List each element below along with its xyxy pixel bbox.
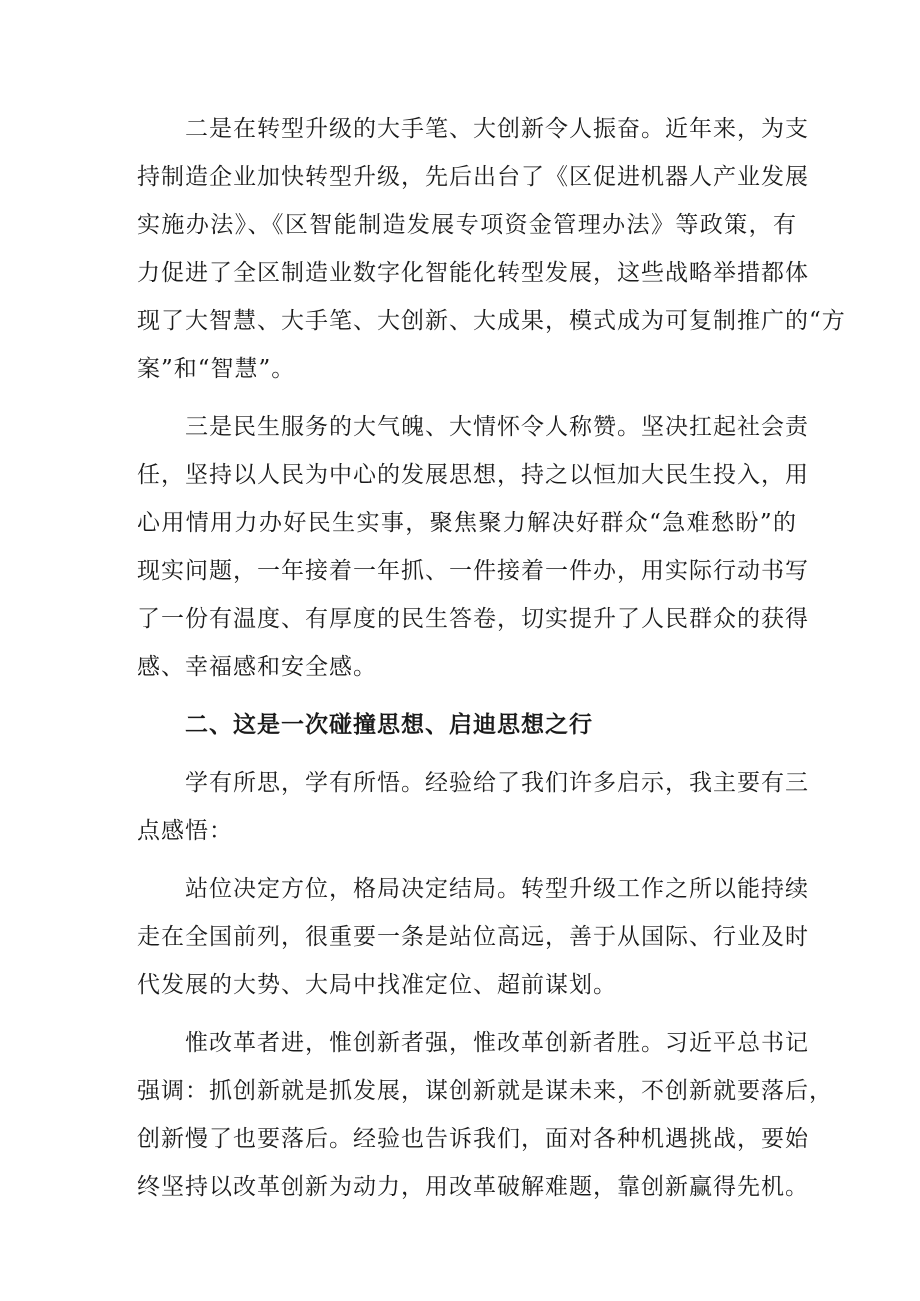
paragraph-gap — [137, 855, 797, 865]
paragraph-line: 惟改革者进，惟创新者强，惟改革创新者胜。习近平总书记 — [185, 1030, 809, 1056]
paragraph — [137, 403, 809, 691]
paragraph-line: 终坚持以改革创新为动力，用改革破解难题，靠创新赢得先机。 — [137, 1174, 809, 1200]
paragraph-line: 创新慢了也要落后。经验也告诉我们，面对各种机遇挑战，要始 — [137, 1126, 809, 1152]
paragraph-line: 走在全国前列，很重要一条是站位高远，善于从国际、行业及时 — [137, 924, 809, 950]
document-body — [137, 105, 846, 1211]
paragraph-gap — [137, 393, 797, 403]
paragraph-line: 二是在转型升级的大手笔、大创新令人振奋。近年来，为支 — [185, 116, 809, 142]
paragraph-line: 三是民生服务的大气魄、大情怀令人称赞。坚决扛起社会责 — [185, 414, 809, 440]
paragraph-gap — [137, 1009, 797, 1019]
paragraph — [137, 105, 846, 393]
paragraph-line: 现实问题，一年接着一年抓、一件接着一件办，用实际行动书写 — [137, 558, 809, 584]
paragraph-line: 强调：抓创新就是抓发展，谋创新就是谋未来，不创新就要落后， — [137, 1078, 833, 1104]
paragraph — [137, 865, 809, 1009]
paragraph-line: 学有所思，学有所悟。经验给了我们许多启示，我主要有三 — [185, 770, 809, 796]
paragraph-line: 任，坚持以人民为中心的发展思想，持之以恒加大民生投入，用 — [137, 462, 809, 488]
paragraph-line: 案”和“智慧”。 — [137, 356, 296, 382]
paragraph-gap — [137, 749, 797, 759]
paragraph-line: 点感悟： — [137, 818, 233, 844]
paragraph-line: 现了大智慧、大手笔、大创新、大成果，模式成为可复制推广的“方 — [137, 308, 846, 334]
paragraph — [137, 759, 809, 855]
paragraph-line: 代发展的大势、大局中找准定位、超前谋划。 — [137, 972, 617, 998]
paragraph-line: 站位决定方位，格局决定结局。转型升级工作之所以能持续 — [185, 876, 809, 902]
section-heading: 二、这是一次碰撞思想、启迪思想之行 — [185, 712, 593, 738]
paragraph-line: 实施办法》、《区智能制造发展专项资金管理办法》等政策，有 — [137, 212, 797, 238]
paragraph-line: 了一份有温度、有厚度的民生答卷，切实提升了人民群众的获得 — [137, 606, 809, 632]
paragraph-line: 感、幸福感和安全感。 — [137, 654, 377, 680]
paragraph-line: 心用情用力办好民生实事，聚焦聚力解决好群众“急难愁盼”的 — [137, 510, 797, 536]
paragraph — [137, 1019, 833, 1211]
paragraph-line: 力促进了全区制造业数字化智能化转型发展，这些战略举措都体 — [137, 260, 809, 286]
paragraph-gap — [137, 691, 797, 701]
paragraph-line: 持制造企业加快转型升级，先后出台了《区促进机器人产业发展 — [137, 164, 809, 190]
